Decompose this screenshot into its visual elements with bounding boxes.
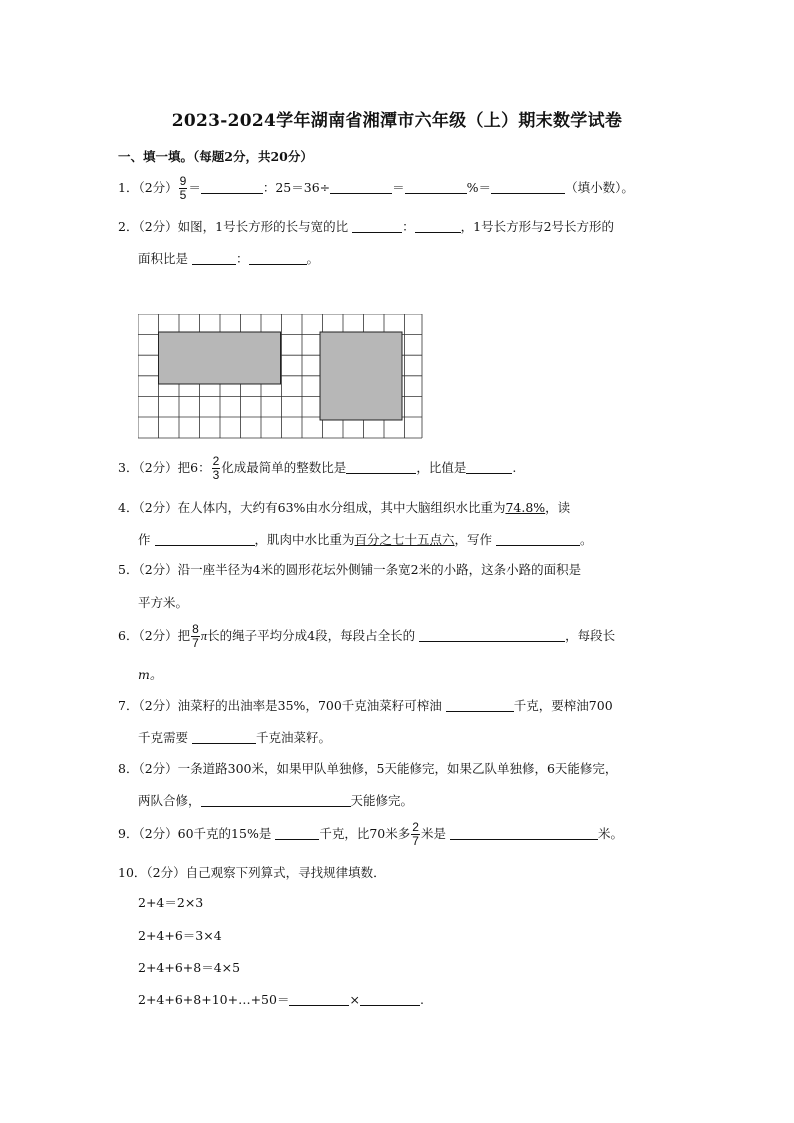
q4-line2-end: 。 [580, 532, 593, 547]
q7-blank-2[interactable] [192, 729, 256, 744]
question-8-line-2 [138, 791, 413, 809]
q3-mid: 化成最简单的整数比是 [221, 460, 347, 475]
q10-line1: 10．（2分）自己观察下列算式，寻找规律填数． [118, 865, 386, 880]
q4-line2-mid2: ，写作 [454, 532, 493, 547]
q9-mid2: 米是 [420, 826, 446, 841]
q8-line2-end: 天能修完。 [350, 793, 414, 808]
question-2-line-2 [138, 249, 319, 267]
q3-frac-num: 2 [212, 454, 220, 468]
rectangle-grid-figure [138, 314, 424, 440]
q1-frac-den: 5 [179, 188, 187, 202]
q9-frac-num: 2 [412, 820, 419, 834]
q9-prefix: 9．（2分）60千克的15%是 [118, 826, 272, 841]
q10-last-times: × [349, 992, 360, 1007]
question-4 [118, 492, 688, 523]
rectangle-1 [159, 332, 281, 384]
q1-text-3: ＝ [392, 180, 405, 195]
q9-frac-den: 7 [412, 834, 419, 848]
q10-blank-2[interactable] [360, 991, 420, 1006]
q10-formula-3: 2+4+6+8＝4×5 [138, 960, 241, 975]
q6-prefix: 6．（2分）把 [118, 628, 191, 643]
q6-frac-num: 8 [192, 622, 199, 636]
q1-text-5: （填小数）。 [565, 180, 634, 195]
q10-formula-2: 2+4+6＝3×4 [138, 928, 222, 943]
q8-line2-prefix: 两队合修， [138, 793, 201, 808]
q4-line2-prefix: 作 [138, 532, 151, 547]
q6-mid: 长的绳子平均分成4段，每段占全长的 [207, 628, 416, 643]
q1-text-4: %＝ [466, 180, 492, 195]
q7-mid: 千克，要榨油700 [513, 698, 613, 713]
q4-underlined-words: 百分之七十五点六 [354, 532, 455, 547]
q2-colon: ： [402, 219, 415, 234]
q1-blank-4[interactable] [491, 179, 565, 194]
q10-last-prefix: 2+4+6+8+10+…+50＝ [138, 992, 290, 1007]
q1-text-2: ：25＝36÷ [262, 180, 331, 195]
q3-blank-1[interactable] [346, 459, 416, 474]
question-5 [118, 554, 688, 585]
page-title: 2023-2024学年湖南省湘潭市六年级（上）期末数学试卷 [171, 111, 623, 131]
question-7 [118, 690, 688, 721]
q9-mid: 千克，比70米多 [319, 826, 411, 841]
question-4-line-2 [138, 530, 593, 548]
q9-end: 米。 [597, 826, 623, 841]
q6-pi: π [200, 629, 208, 643]
q1-text-1: ＝ [188, 180, 201, 195]
q2-line2-colon: ： [236, 251, 249, 266]
question-7-line-2 [138, 728, 331, 746]
q3-blank-2[interactable] [466, 459, 512, 474]
q6-line2: m。 [138, 667, 163, 682]
q1-blank-2[interactable] [330, 179, 392, 194]
question-1 [118, 172, 688, 203]
q10-last-end: . [419, 992, 424, 1007]
q7-line2-prefix: 千克需要 [138, 730, 189, 745]
q1-blank-1[interactable] [201, 179, 263, 194]
q3-fraction [212, 455, 221, 482]
q8-blank-1[interactable] [201, 792, 351, 807]
q3-end: . [512, 460, 517, 475]
q1-prefix: 1．（2分） [118, 180, 178, 195]
q8-line1: 8．（2分）一条道路300米，如果甲队单独修，5天能修完，如果乙队单独修，6天能修完， [118, 761, 618, 776]
q10-formula-4 [138, 990, 424, 1008]
q4-underlined-percent: 74.8% [505, 500, 546, 515]
q6-after: ，每段长 [565, 628, 616, 643]
q7-blank-1[interactable] [446, 697, 514, 712]
q6-fraction [191, 623, 200, 650]
q1-blank-3[interactable] [405, 179, 467, 194]
question-6 [118, 620, 688, 652]
question-9 [118, 818, 688, 849]
q2-blank-2[interactable] [415, 218, 461, 233]
q2-mid: ，1号长方形与2号长方形的 [460, 219, 615, 234]
q9-fraction [411, 821, 420, 848]
q9-blank-2[interactable] [450, 825, 598, 840]
question-3 [118, 452, 688, 483]
q3-prefix: 3．（2分）把6： [118, 460, 211, 475]
q4-blank-2[interactable] [496, 531, 580, 546]
question-2 [118, 211, 688, 242]
rectangle-2 [320, 332, 402, 420]
q7-prefix: 7．（2分）油菜籽的出油率是35%，700千克油菜籽可榨油 [118, 698, 442, 713]
q2-blank-3[interactable] [192, 250, 236, 265]
q4-line2-mid: ，肌肉中水比重为 [254, 532, 355, 547]
question-5-line-2 [138, 593, 188, 611]
q2-line2-prefix: 面积比是 [138, 251, 189, 266]
q10-blank-1[interactable] [289, 991, 349, 1006]
q5-line2: 平方米。 [138, 595, 189, 610]
q2-prefix: 2．（2分）如图，1号长方形的长与宽的比 [118, 219, 349, 234]
q3-mid2: ，比值是 [416, 460, 467, 475]
q1-frac-num: 9 [179, 174, 187, 188]
q4-after: ，读 [545, 500, 571, 515]
section-heading: 一、填一填。（每题2分，共20分） [118, 149, 313, 164]
q6-frac-den: 7 [192, 636, 199, 650]
q9-blank-1[interactable] [275, 825, 319, 840]
q5-line1: 5．（2分）沿一座半径为4米的圆形花坛外侧铺一条宽2米的小路，这条小路的面积是 [118, 562, 582, 577]
q3-frac-den: 3 [212, 468, 220, 482]
question-8 [118, 753, 688, 784]
question-10 [118, 857, 688, 888]
q2-blank-1[interactable] [352, 218, 402, 233]
question-6-line-2 [138, 665, 162, 683]
q2-line2-end: 。 [306, 251, 320, 266]
q1-fraction [179, 175, 188, 202]
q10-formula-1: 2+4＝2×3 [138, 895, 204, 910]
q2-blank-4[interactable] [249, 250, 307, 265]
q7-line2-end: 千克油菜籽。 [256, 730, 332, 745]
q4-prefix: 4．（2分）在人体内，大约有63%由水分组成，其中大脑组织水比重为 [118, 500, 506, 515]
q6-blank-1[interactable] [419, 627, 565, 642]
q4-blank-1[interactable] [155, 531, 255, 546]
